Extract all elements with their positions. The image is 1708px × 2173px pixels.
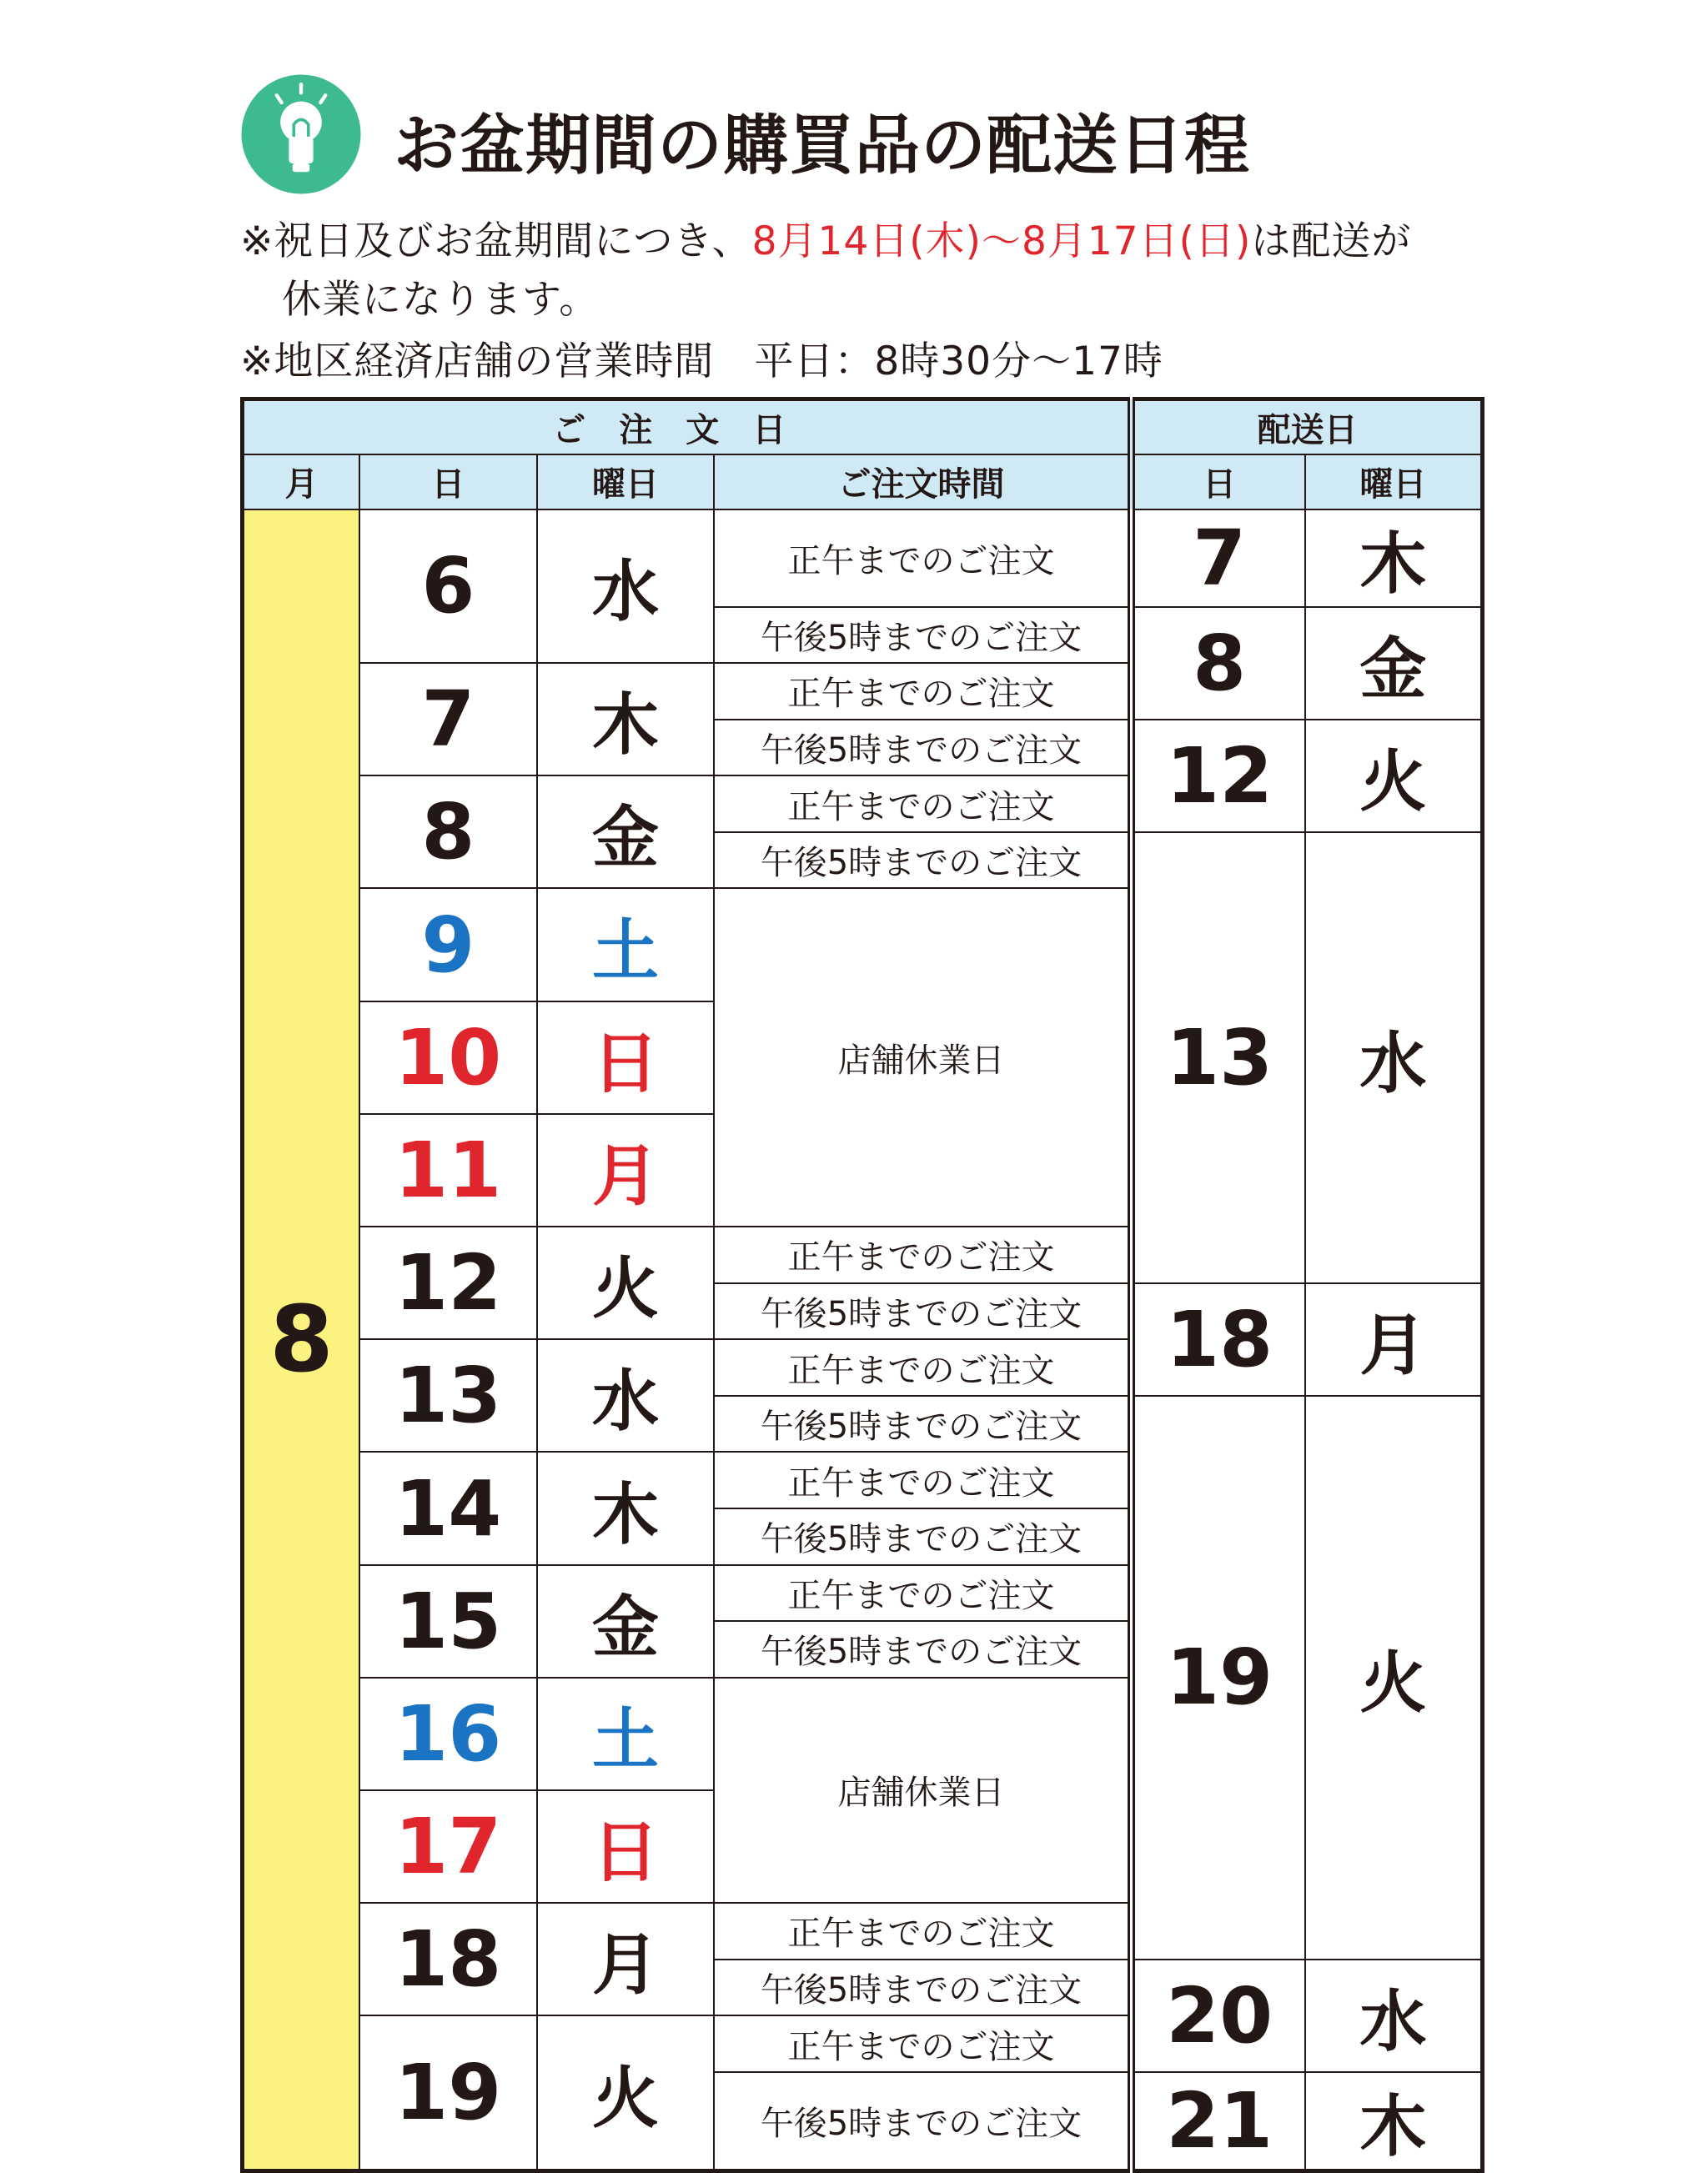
order-time-5pm: 午後5時までのご注文	[714, 1283, 1131, 1340]
order-weekday: 木	[537, 1452, 715, 1564]
order-day: 10	[359, 1001, 537, 1114]
order-weekday: 金	[537, 775, 715, 888]
order-time-noon: 正午までのご注文	[714, 1903, 1131, 1960]
order-day: 6	[359, 509, 537, 664]
order-day: 19	[359, 2015, 537, 2170]
order-time-noon: 正午までのご注文	[714, 1452, 1131, 1508]
delivery-weekday: 木	[1305, 2072, 1483, 2171]
delivery-weekday: 火	[1305, 720, 1483, 832]
order-time-5pm: 午後5時までのご注文	[714, 607, 1131, 664]
order-weekday: 金	[537, 1565, 715, 1678]
order-weekday: 月	[537, 1114, 715, 1227]
order-date-header: ご注文日	[243, 399, 1132, 454]
order-day: 16	[359, 1678, 537, 1790]
order-time-noon: 正午までのご注文	[714, 509, 1131, 607]
order-time-noon: 正午までのご注文	[714, 1339, 1131, 1396]
delivery-date-header: 配送日	[1131, 399, 1482, 454]
delivery-weekday: 月	[1305, 1283, 1483, 1396]
order-weekday: 土	[537, 1678, 715, 1790]
order-day: 15	[359, 1565, 537, 1678]
note-store-hours: ※地区経済店舗の営業時間 平日：8時30分〜17時	[240, 339, 1163, 384]
col-delivery-day-header: 日	[1131, 454, 1305, 509]
note-holiday-prefix: ※祝日及びお盆期間につき、	[240, 218, 752, 264]
order-day: 13	[359, 1339, 537, 1452]
order-time-noon: 正午までのご注文	[714, 775, 1131, 832]
order-weekday: 水	[537, 1339, 715, 1452]
order-day: 12	[359, 1227, 537, 1339]
delivery-weekday: 水	[1305, 832, 1483, 1283]
delivery-weekday: 火	[1305, 1396, 1483, 1960]
order-day: 11	[359, 1114, 537, 1227]
order-day: 17	[359, 1790, 537, 1903]
order-time-noon: 正午までのご注文	[714, 663, 1131, 720]
delivery-day: 13	[1131, 832, 1305, 1283]
order-time-noon: 正午までのご注文	[714, 2015, 1131, 2072]
note-holiday-dates: 8月14日(木)〜8月17日(日)	[751, 218, 1252, 264]
order-time-5pm: 午後5時までのご注文	[714, 1960, 1131, 2016]
col-day-header: 日	[359, 454, 537, 509]
store-closed-cell: 店舗休業日	[714, 888, 1131, 1227]
lightbulb-icon	[240, 73, 362, 195]
col-delivery-weekday-header: 曜日	[1305, 454, 1483, 509]
delivery-weekday: 木	[1305, 509, 1483, 607]
order-time-noon: 正午までのご注文	[714, 1227, 1131, 1283]
note-holiday-suffix: は配送が	[1251, 218, 1412, 264]
delivery-weekday: 水	[1305, 1960, 1483, 2072]
order-day: 9	[359, 888, 537, 1001]
delivery-day: 19	[1131, 1396, 1305, 1960]
order-weekday: 火	[537, 1227, 715, 1339]
order-weekday: 月	[537, 1903, 715, 2015]
delivery-weekday: 金	[1305, 607, 1483, 720]
order-weekday: 火	[537, 2015, 715, 2170]
page-title: お盆期間の購買品の配送日程	[394, 108, 1251, 183]
order-time-5pm: 午後5時までのご注文	[714, 1621, 1131, 1678]
order-time-5pm: 午後5時までのご注文	[714, 832, 1131, 889]
order-weekday: 土	[537, 888, 715, 1001]
col-month-header: 月	[243, 454, 359, 509]
order-day: 14	[359, 1452, 537, 1564]
order-time-noon: 正午までのご注文	[714, 1565, 1131, 1622]
col-order-time-header: ご注文時間	[714, 454, 1131, 509]
order-time-5pm: 午後5時までのご注文	[714, 1508, 1131, 1565]
delivery-day: 8	[1131, 607, 1305, 720]
order-weekday: 木	[537, 663, 715, 775]
order-time-5pm: 午後5時までのご注文	[714, 1396, 1131, 1453]
note-holiday-line2: 休業になります。	[282, 277, 600, 323]
delivery-day: 20	[1131, 1960, 1305, 2072]
month-cell: 8	[243, 509, 359, 2171]
note-holiday	[240, 210, 1411, 266]
order-time-5pm: 午後5時までのご注文	[714, 720, 1131, 776]
col-weekday-header: 曜日	[537, 454, 715, 509]
order-day: 8	[359, 775, 537, 888]
store-closed-cell: 店舗休業日	[714, 1678, 1131, 1903]
order-time-5pm: 午後5時までのご注文	[714, 2072, 1131, 2171]
order-weekday: 日	[537, 1790, 715, 1903]
delivery-day: 18	[1131, 1283, 1305, 1396]
order-day: 7	[359, 663, 537, 775]
order-weekday: 水	[537, 509, 715, 664]
delivery-day: 7	[1131, 509, 1305, 607]
delivery-day: 12	[1131, 720, 1305, 832]
order-weekday: 日	[537, 1001, 715, 1114]
delivery-day: 21	[1131, 2072, 1305, 2171]
order-day: 18	[359, 1903, 537, 2015]
delivery-schedule-table	[240, 397, 1484, 2173]
